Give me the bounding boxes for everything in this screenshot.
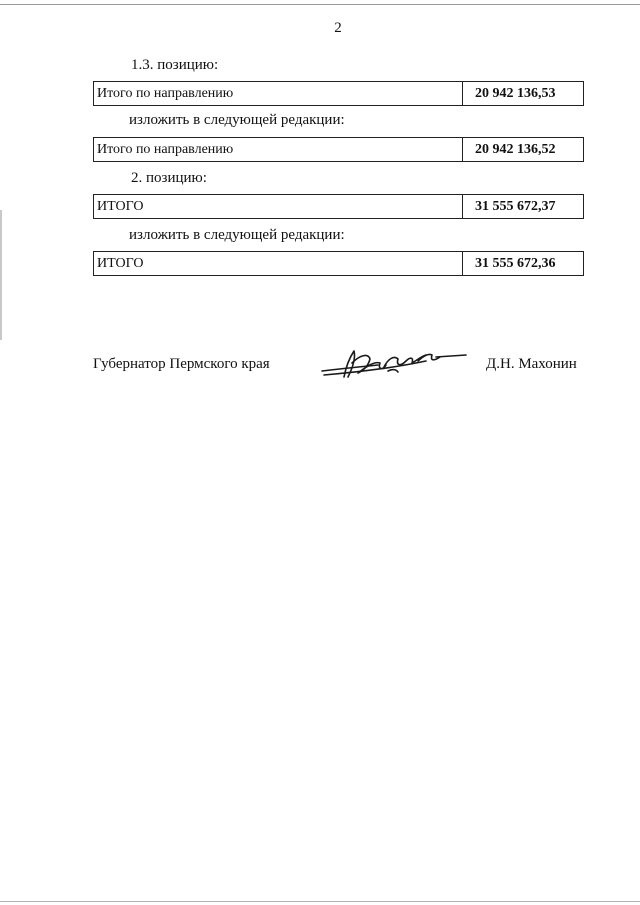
table-row-label: Итого по направлению — [94, 138, 463, 161]
scan-edge-mark — [0, 210, 2, 340]
table-row-value: 31 555 672,36 — [475, 256, 556, 271]
table-row-label: ИТОГО — [94, 195, 463, 218]
section-intro: изложить в следующей редакции: — [129, 112, 345, 128]
scan-border-bottom — [0, 901, 640, 902]
section-intro: изложить в следующей редакции: — [129, 227, 345, 243]
table-row-value: 20 942 136,53 — [475, 86, 556, 101]
table-row-label: Итого по направлению — [94, 82, 463, 105]
section-intro: 2. позицию: — [131, 170, 207, 186]
table-row-value: 20 942 136,52 — [475, 142, 556, 157]
scan-border-top — [0, 4, 640, 5]
table-row-label: ИТОГО — [94, 252, 463, 275]
section-intro: 1.3. позицию: — [131, 57, 219, 73]
position-table — [93, 194, 584, 219]
page-number: 2 — [334, 20, 342, 36]
position-table — [93, 137, 584, 162]
table-row-value: 31 555 672,37 — [475, 199, 556, 214]
position-table — [93, 251, 584, 276]
position-table — [93, 81, 584, 106]
signatory-title: Губернатор Пермского края — [93, 356, 270, 372]
handwritten-signature — [318, 345, 468, 385]
signatory-name: Д.Н. Махонин — [486, 356, 577, 372]
signature-block — [0, 353, 640, 393]
